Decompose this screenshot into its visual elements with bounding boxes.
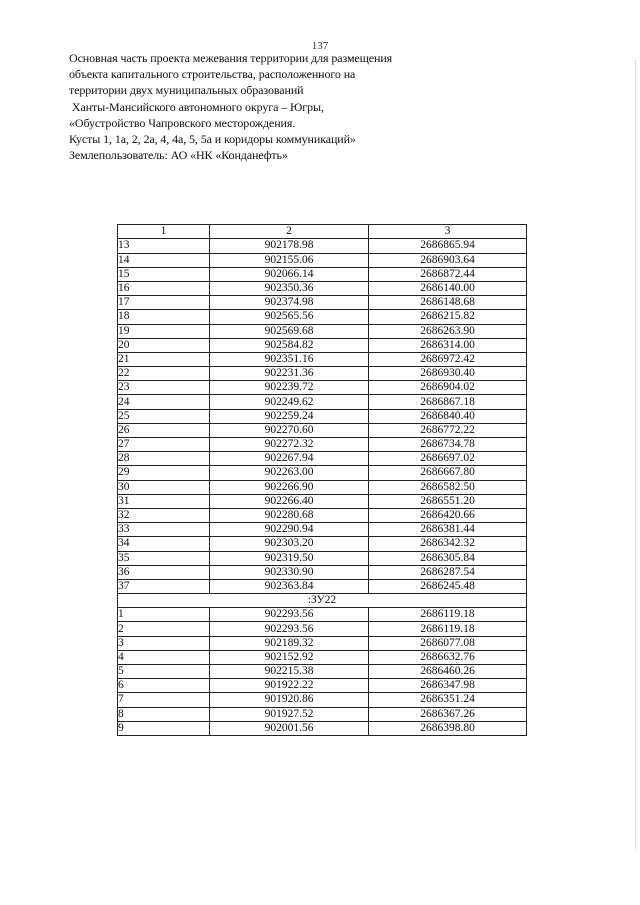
point-number-cell: 27: [118, 438, 210, 452]
y-coordinate-cell: 2686314.00: [369, 338, 527, 352]
y-coordinate-cell: 2686148.68: [369, 296, 527, 310]
table-row: [118, 523, 527, 537]
y-coordinate-cell: 2686972.42: [369, 352, 527, 366]
x-coordinate-cell: 902259.24: [210, 409, 369, 423]
point-number-cell: 21: [118, 352, 210, 366]
table-row: [118, 693, 527, 707]
table-row: [118, 423, 527, 437]
header-line: объекта капитального строительства, расположенного на: [69, 67, 356, 82]
table-row: [118, 579, 527, 593]
x-coordinate-cell: 901927.52: [210, 707, 369, 721]
point-number-cell: 29: [118, 466, 210, 480]
table-row: [118, 508, 527, 522]
table-row: [118, 438, 527, 452]
table-row: [118, 565, 527, 579]
table-row: [118, 707, 527, 721]
point-number-cell: 16: [118, 281, 210, 295]
table-row: [118, 352, 527, 366]
table-row: [118, 338, 527, 352]
y-coordinate-cell: 2686351.24: [369, 693, 527, 707]
table-row: [118, 537, 527, 551]
x-coordinate-cell: 902350.36: [210, 281, 369, 295]
point-number-cell: 30: [118, 480, 210, 494]
table-row: [118, 281, 527, 295]
y-coordinate-cell: 2686582.50: [369, 480, 527, 494]
table-row: [118, 367, 527, 381]
point-number-cell: 24: [118, 395, 210, 409]
y-coordinate-cell: 2686287.54: [369, 565, 527, 579]
x-coordinate-cell: 902330.90: [210, 565, 369, 579]
y-coordinate-cell: 2686119.18: [369, 622, 527, 636]
page-number: 137: [311, 40, 329, 52]
table-row: [118, 551, 527, 565]
table-row: [118, 608, 527, 622]
column-header: 3: [369, 225, 527, 239]
x-coordinate-cell: 902584.82: [210, 338, 369, 352]
x-coordinate-cell: 902249.62: [210, 395, 369, 409]
point-number-cell: 13: [118, 239, 210, 253]
table-row: [118, 480, 527, 494]
table-row: [118, 636, 527, 650]
point-number-cell: 7: [118, 693, 210, 707]
y-coordinate-cell: 2686872.44: [369, 267, 527, 281]
table-row: [118, 466, 527, 480]
header-line: «Обустройство Чапровского месторождения.: [69, 115, 296, 130]
point-number-cell: 4: [118, 650, 210, 664]
x-coordinate-cell: 902319.50: [210, 551, 369, 565]
y-coordinate-cell: 2686077.08: [369, 636, 527, 650]
x-coordinate-cell: 902178.98: [210, 239, 369, 253]
x-coordinate-cell: 902290.94: [210, 523, 369, 537]
table-row: [118, 310, 527, 324]
y-coordinate-cell: 2686772.22: [369, 423, 527, 437]
y-coordinate-cell: 2686460.26: [369, 665, 527, 679]
y-coordinate-cell: 2686632.76: [369, 650, 527, 664]
table-row: [118, 665, 527, 679]
x-coordinate-cell: 902569.68: [210, 324, 369, 338]
section-row: [118, 594, 527, 608]
point-number-cell: 19: [118, 324, 210, 338]
header-line: Землепользователь: АО «НК «Конданефть»: [69, 148, 288, 163]
table-body: [118, 239, 527, 594]
y-coordinate-cell: 2686865.94: [369, 239, 527, 253]
y-coordinate-cell: 2686342.32: [369, 537, 527, 551]
point-number-cell: 33: [118, 523, 210, 537]
point-number-cell: 5: [118, 665, 210, 679]
header-line: территории двух муниципальных образований: [69, 83, 304, 98]
point-number-cell: 31: [118, 494, 210, 508]
section-header: [118, 594, 527, 608]
point-number-cell: 37: [118, 579, 210, 593]
x-coordinate-cell: 902272.32: [210, 438, 369, 452]
table-row: [118, 381, 527, 395]
y-coordinate-cell: 2686551.20: [369, 494, 527, 508]
section-label: :ЗУ22: [118, 594, 527, 608]
y-coordinate-cell: 2686381.44: [369, 523, 527, 537]
document-header: [69, 50, 429, 163]
header-line: Ханты-Мансийского автономного округа – Югры,: [69, 99, 324, 114]
column-header: 1: [118, 225, 210, 239]
point-number-cell: 25: [118, 409, 210, 423]
table-row: [118, 296, 527, 310]
x-coordinate-cell: 902239.72: [210, 381, 369, 395]
x-coordinate-cell: 902293.56: [210, 608, 369, 622]
y-coordinate-cell: 2686140.00: [369, 281, 527, 295]
point-number-cell: 26: [118, 423, 210, 437]
y-coordinate-cell: 2686867.18: [369, 395, 527, 409]
header-line: Основная часть проекта межевания территории для размещения: [69, 51, 393, 65]
point-number-cell: 34: [118, 537, 210, 551]
x-coordinate-cell: 901922.22: [210, 679, 369, 693]
y-coordinate-cell: 2686734.78: [369, 438, 527, 452]
table-row: [118, 395, 527, 409]
x-coordinate-cell: 902266.90: [210, 480, 369, 494]
x-coordinate-cell: 902351.16: [210, 352, 369, 366]
y-coordinate-cell: 2686215.82: [369, 310, 527, 324]
point-number-cell: 35: [118, 551, 210, 565]
point-number-cell: 36: [118, 565, 210, 579]
point-number-cell: 1: [118, 608, 210, 622]
y-coordinate-cell: 2686420.66: [369, 508, 527, 522]
point-number-cell: 28: [118, 452, 210, 466]
y-coordinate-cell: 2686903.64: [369, 253, 527, 267]
y-coordinate-cell: 2686367.26: [369, 707, 527, 721]
table-row: [118, 650, 527, 664]
y-coordinate-cell: 2686930.40: [369, 367, 527, 381]
point-number-cell: 22: [118, 367, 210, 381]
point-number-cell: 8: [118, 707, 210, 721]
table-row: [118, 253, 527, 267]
x-coordinate-cell: 902303.20: [210, 537, 369, 551]
y-coordinate-cell: 2686263.90: [369, 324, 527, 338]
point-number-cell: 32: [118, 508, 210, 522]
y-coordinate-cell: 2686697.02: [369, 452, 527, 466]
x-coordinate-cell: 902280.68: [210, 508, 369, 522]
point-number-cell: 15: [118, 267, 210, 281]
header-line: Кусты 1, 1а, 2, 2а, 4, 4а, 5, 5а и коридоры коммуникаций»: [69, 132, 356, 147]
point-number-cell: 23: [118, 381, 210, 395]
x-coordinate-cell: 902374.98: [210, 296, 369, 310]
point-number-cell: 3: [118, 636, 210, 650]
table-row: [118, 324, 527, 338]
table-row: [118, 721, 527, 735]
table-row: [118, 267, 527, 281]
x-coordinate-cell: 902293.56: [210, 622, 369, 636]
point-number-cell: 6: [118, 679, 210, 693]
table-row: [118, 622, 527, 636]
point-number-cell: 20: [118, 338, 210, 352]
y-coordinate-cell: 2686119.18: [369, 608, 527, 622]
coordinates-table: [117, 224, 527, 736]
x-coordinate-cell: 902267.94: [210, 452, 369, 466]
scan-edge-marks: [633, 60, 636, 850]
y-coordinate-cell: 2686667.80: [369, 466, 527, 480]
table-row: [118, 409, 527, 423]
y-coordinate-cell: 2686904.02: [369, 381, 527, 395]
point-number-cell: 14: [118, 253, 210, 267]
x-coordinate-cell: 902565.56: [210, 310, 369, 324]
x-coordinate-cell: 902270.60: [210, 423, 369, 437]
point-number-cell: 18: [118, 310, 210, 324]
table-row: [118, 679, 527, 693]
y-coordinate-cell: 2686245.48: [369, 579, 527, 593]
x-coordinate-cell: 902363.84: [210, 579, 369, 593]
table-row: [118, 494, 527, 508]
table-row: [118, 452, 527, 466]
table-row: [118, 239, 527, 253]
section-body: [118, 608, 527, 736]
x-coordinate-cell: 902231.36: [210, 367, 369, 381]
x-coordinate-cell: 902266.40: [210, 494, 369, 508]
x-coordinate-cell: 902001.56: [210, 721, 369, 735]
x-coordinate-cell: 902263.00: [210, 466, 369, 480]
x-coordinate-cell: 902215.38: [210, 665, 369, 679]
point-number-cell: 9: [118, 721, 210, 735]
point-number-cell: 17: [118, 296, 210, 310]
x-coordinate-cell: 901920.86: [210, 693, 369, 707]
y-coordinate-cell: 2686840.40: [369, 409, 527, 423]
table-header-row: [118, 225, 527, 239]
x-coordinate-cell: 902152.92: [210, 650, 369, 664]
y-coordinate-cell: 2686347.98: [369, 679, 527, 693]
x-coordinate-cell: 902066.14: [210, 267, 369, 281]
point-number-cell: 2: [118, 622, 210, 636]
x-coordinate-cell: 902189.32: [210, 636, 369, 650]
x-coordinate-cell: 902155.06: [210, 253, 369, 267]
y-coordinate-cell: 2686398.80: [369, 721, 527, 735]
column-header: 2: [210, 225, 369, 239]
y-coordinate-cell: 2686305.84: [369, 551, 527, 565]
